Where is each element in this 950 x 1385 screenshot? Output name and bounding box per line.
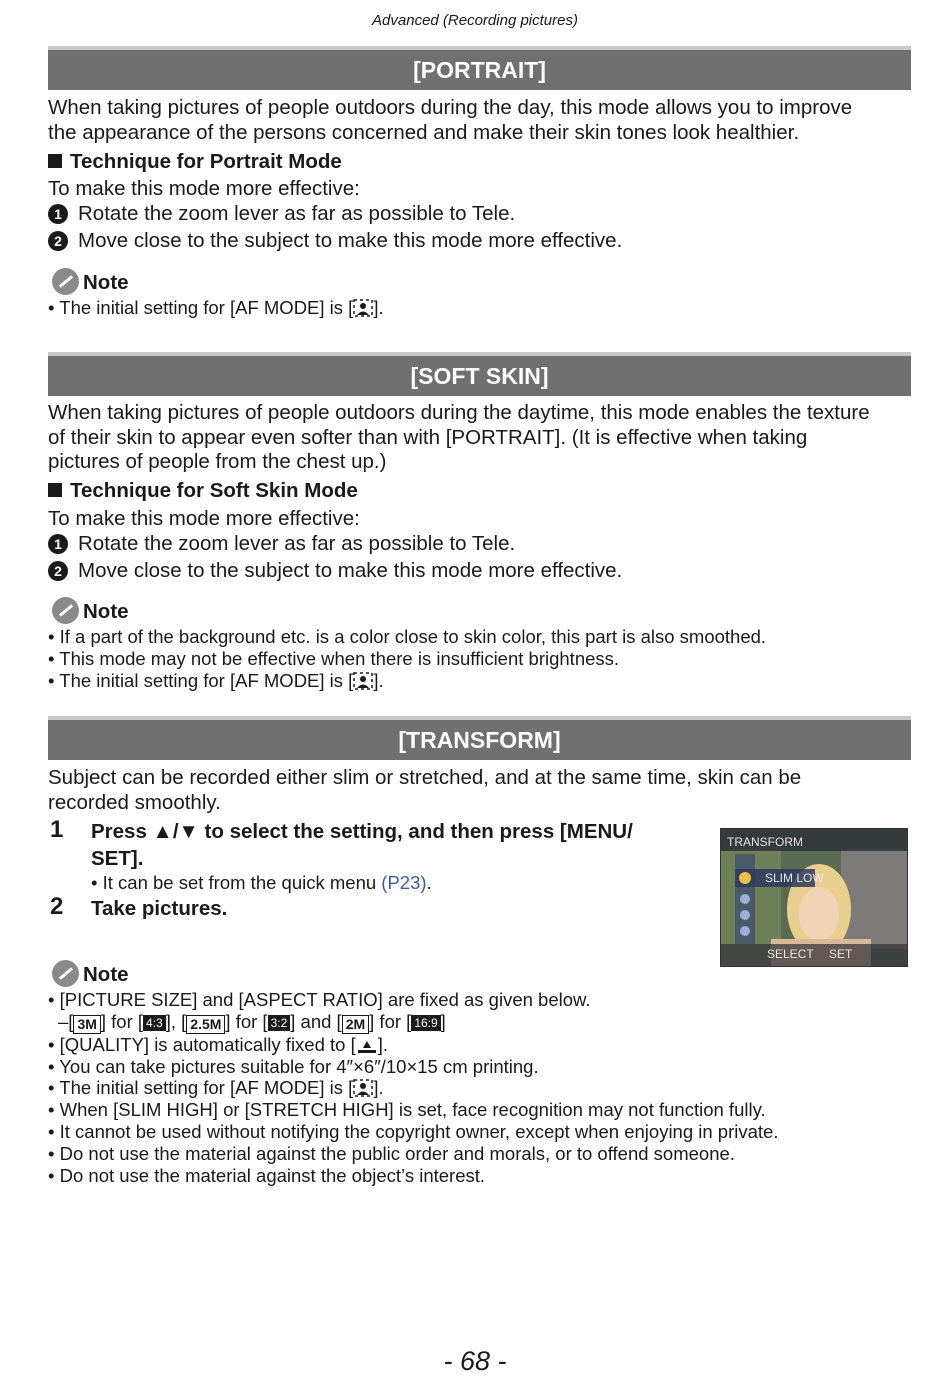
- screen-footer-select: SELECT: [767, 947, 814, 961]
- soft-skin-intro-line: When taking pictures of people outdoors during the daytime, this mode enables the texture: [48, 401, 870, 424]
- size-2-5m-icon: 2.5M: [186, 1015, 225, 1034]
- square-bullet-icon: [48, 154, 62, 168]
- portrait-intro-line: When taking pictures of people outdoors during the day, this mode allows you to improve: [48, 96, 853, 119]
- screen-option: SLIM LOW: [765, 871, 824, 885]
- size-3m-icon: 3M: [73, 1015, 100, 1034]
- quality-standard-icon: [356, 1038, 378, 1054]
- heading-text: Technique for Portrait Mode: [70, 150, 342, 173]
- soft-skin-step-1: [48, 532, 515, 556]
- page-number: - 68 -: [443, 1346, 507, 1376]
- transform-intro: [48, 766, 918, 815]
- note-item: • The initial setting for [AF MODE] is [ ].: [48, 669, 384, 691]
- section-title-portrait: [PORTRAIT]: [48, 46, 911, 90]
- screen-footer-set: SET: [829, 947, 853, 961]
- transform-step-1-number: 1: [50, 816, 64, 843]
- step-1-line: Press ▲/▼ to select the setting, and then press [MENU/: [91, 820, 633, 843]
- note-item: • If a part of the background etc. is a color close to skin color, this part is also smoothed.: [48, 626, 767, 647]
- step-number-2-icon: 2: [48, 561, 68, 581]
- heading-text: Technique for Soft Skin Mode: [70, 479, 358, 502]
- portrait-note-heading: [52, 268, 129, 297]
- running-header: Advanced (Recording pictures): [372, 12, 578, 29]
- soft-skin-step-2: [48, 559, 622, 583]
- step-text: Rotate the zoom lever as far as possible to Tele.: [78, 532, 516, 555]
- step-1-line: SET].: [91, 847, 144, 870]
- soft-skin-intro: [48, 401, 918, 475]
- note-pencil-icon: [52, 268, 79, 295]
- note-item: • This mode may not be effective when there is insufficient brightness.: [48, 647, 620, 669]
- soft-skin-intro-line: pictures of people from the chest up.): [48, 450, 387, 473]
- portrait-notes: [48, 297, 384, 319]
- note-pencil-icon: [52, 960, 79, 987]
- transform-step-1: [91, 818, 691, 895]
- screen-title: TRANSFORM: [727, 835, 803, 849]
- transform-intro-line: recorded smoothly.: [48, 790, 221, 814]
- step-text: Move close to the subject to make this mode more effective.: [78, 229, 623, 252]
- section-title-transform: [TRANSFORM]: [48, 716, 911, 760]
- soft-skin-lead: To make this mode more effective:: [48, 507, 360, 530]
- note-item: • The initial setting for [AF MODE] is [ ].: [48, 1077, 384, 1099]
- soft-skin-technique-heading: [48, 479, 358, 503]
- step-number-1-icon: 1: [48, 204, 68, 224]
- note-item: • When [SLIM HIGH] or [STRETCH HIGH] is set, face recognition may not function fully.: [48, 1099, 766, 1121]
- section-title-soft-skin: [SOFT SKIN]: [48, 352, 911, 396]
- portrait-intro-line: the appearance of the persons concerned and make their skin tones look healthier.: [48, 120, 800, 144]
- note-label: Note: [83, 963, 129, 986]
- camera-screen-illustration: [720, 828, 908, 967]
- transform-step-2-number: 2: [50, 893, 64, 920]
- portrait-technique-heading: [48, 150, 342, 174]
- step-1-subnote: • It can be set from the quick menu (P23).: [91, 872, 432, 893]
- note-item: • Do not use the material against the object’s interest.: [48, 1164, 486, 1186]
- note-item: • The initial setting for [AF MODE] is [ ].: [48, 297, 384, 318]
- camera-screen-photo: [721, 829, 907, 966]
- portrait-intro: [48, 96, 918, 145]
- aspect-4-3-icon: 4:3: [143, 1015, 166, 1031]
- note-label: Note: [83, 271, 129, 294]
- transform-step-2: Take pictures.: [91, 897, 228, 920]
- note-item: • [PICTURE SIZE] and [ASPECT RATIO] are fixed as given below.: [48, 989, 591, 1010]
- transform-note-heading: [52, 960, 129, 989]
- note-item: • You can take pictures suitable for 4″×6″/10×15 cm printing.: [48, 1055, 539, 1077]
- transform-notes: [48, 989, 778, 1186]
- step-number-2-icon: 2: [48, 231, 68, 251]
- note-item: • Do not use the material against the public order and morals, or to offend someone.: [48, 1142, 735, 1164]
- page-link-p23[interactable]: (P23): [381, 872, 427, 893]
- size-2m-icon: 2M: [342, 1015, 369, 1034]
- aspect-16-9-icon: 16:9: [411, 1015, 440, 1031]
- step-text: Move close to the subject to make this mode more effective.: [78, 559, 623, 582]
- transform-intro-line: Subject can be recorded either slim or stretched, and at the same time, skin can be: [48, 766, 802, 789]
- soft-skin-intro-line: of their skin to appear even softer than with [PORTRAIT]. (It is effective when taking: [48, 425, 808, 449]
- soft-skin-notes: [48, 626, 766, 691]
- note-item: • It cannot be used without notifying the copyright owner, except when enjoying in private.: [48, 1120, 779, 1142]
- face-detection-icon: [353, 1079, 373, 1097]
- note-label: Note: [83, 600, 129, 623]
- note-item-sizes: –[ 3M ] for [ 4:3 ], [ 2.5M ] for [ 3:2 ] and [ 2M ] for [ 16:9 ]: [58, 1010, 446, 1032]
- note-pencil-icon: [52, 597, 79, 624]
- portrait-step-1: [48, 202, 515, 226]
- step-number-1-icon: 1: [48, 534, 68, 554]
- note-item: • [QUALITY] is automatically fixed to [ ].: [48, 1033, 389, 1055]
- face-detection-icon: [353, 672, 373, 690]
- portrait-step-2: [48, 229, 622, 253]
- aspect-3-2-icon: 3:2: [268, 1015, 291, 1031]
- soft-skin-note-heading: [52, 597, 129, 626]
- step-text: Rotate the zoom lever as far as possible to Tele.: [78, 202, 516, 225]
- square-bullet-icon: [48, 483, 62, 497]
- portrait-lead: To make this mode more effective:: [48, 177, 360, 200]
- face-detection-icon: [353, 299, 373, 317]
